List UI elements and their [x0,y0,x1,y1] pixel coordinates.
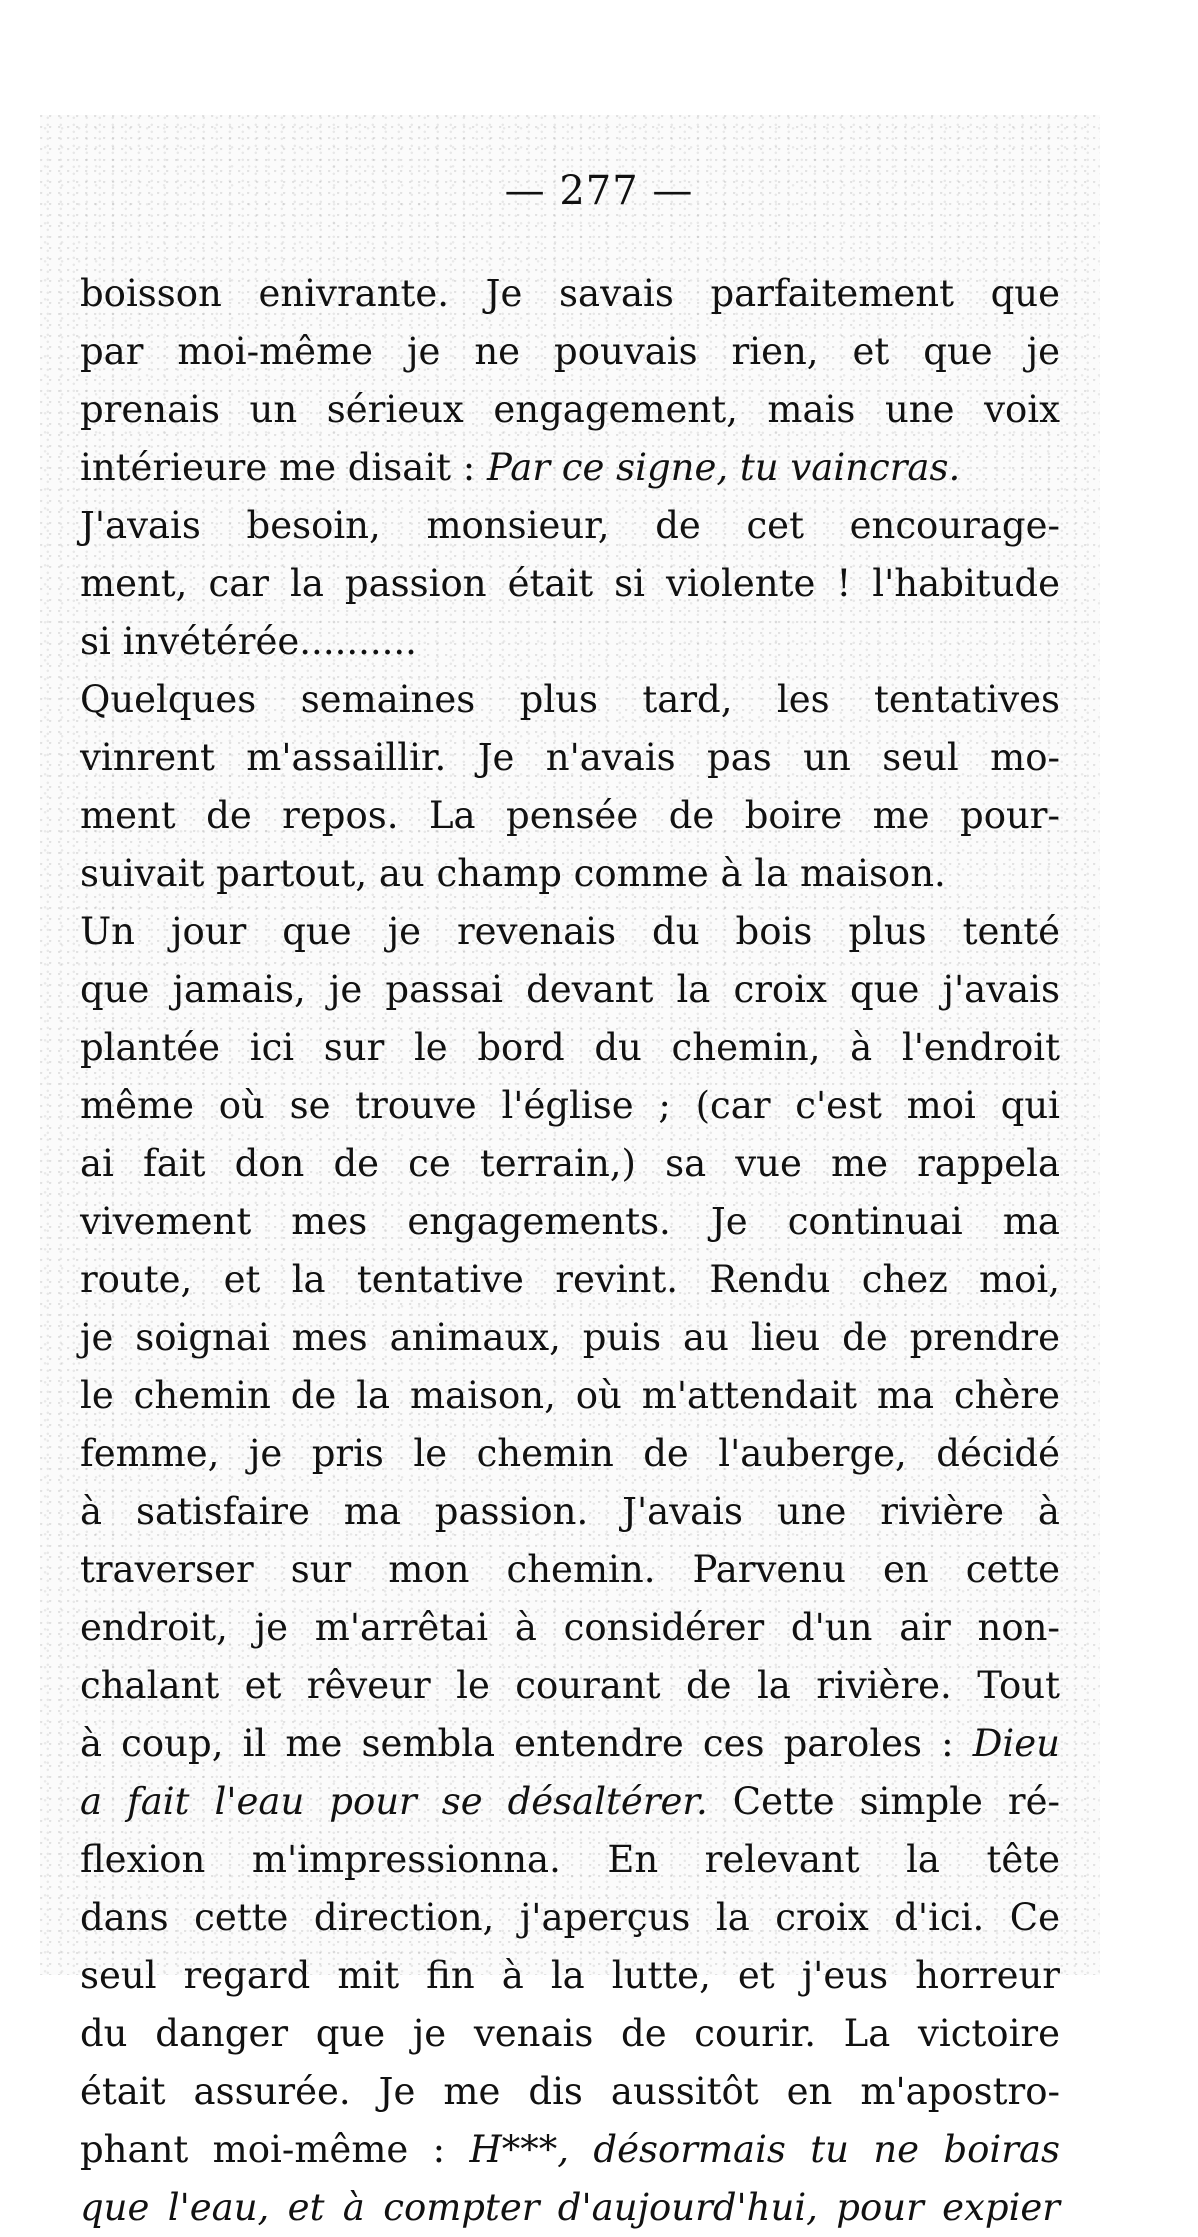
line-text: prenais un sérieux engagement, mais une voix [80,388,1060,431]
text-line [80,497,1060,555]
text-line [80,1773,1060,1831]
line-text: dans cette direction, j'aperçus la croix d'ici. Ce [80,1896,1060,1939]
line-text: le chemin de la maison, où m'attendait ma chère [80,1374,1060,1417]
text-line [80,903,1060,961]
line-text: flexion m'impressionna. En relevant la tête [80,1838,1060,1881]
line-text: du danger que je venais de courir. La victoire [80,2012,1060,2055]
line-text: même où se trouve l'église ; (car c'est moi qui [80,1084,1060,1127]
text-line [80,1425,1060,1483]
text-line [80,1077,1060,1135]
text-line [80,729,1060,787]
text-line [80,1947,1060,2005]
text-line [80,613,1060,671]
text-line [80,1889,1060,1947]
text-line [80,1831,1060,1889]
line-text: à satisfaire ma passion. J'avais une rivière à [80,1490,1060,1533]
line-text: à coup, il me sembla entendre ces paroles : [80,1722,973,1765]
line-text: plantée ici sur le bord du chemin, à l'endroit [80,1026,1060,1069]
text-line [80,2063,1060,2121]
line-text: vinrent m'assaillir. Je n'avais pas un seul mo- [80,736,1060,779]
line-text: je soignai mes animaux, puis au lieu de prendre [80,1316,1060,1359]
italic-text: Par ce signe, tu vaincras. [487,446,961,489]
text-line [80,1715,1060,1773]
text-line [80,381,1060,439]
line-text: Quelques semaines plus tard, les tentatives [80,678,1060,721]
text-line [80,1019,1060,1077]
text-line [80,1309,1060,1367]
text-line [80,1483,1060,1541]
text-line [80,1599,1060,1657]
line-text: boisson enivrante. Je savais parfaitement que [80,272,1060,315]
text-line [80,323,1060,381]
line-text: traverser sur mon chemin. Parvenu en cette [80,1548,1060,1591]
line-text: par moi-même je ne pouvais rien, et que je [80,330,1060,373]
text-line [80,961,1060,1019]
text-line [80,1251,1060,1309]
text-line [80,555,1060,613]
text-line [80,2179,1060,2237]
line-text: chalant et rêveur le courant de la rivière. Tout [80,1664,1060,1707]
page-number: — 277 — [504,168,694,214]
text-line [80,1193,1060,1251]
line-text: route, et la tentative revint. Rendu chez moi, [80,1258,1060,1301]
text-line [80,1541,1060,1599]
line-text: phant moi-même : [80,2128,470,2171]
body-text [80,265,1060,2237]
line-text: que jamais, je passai devant la croix que j'avais [80,968,1060,1011]
italic-text: H***, désormais tu ne boiras [469,2128,1060,2171]
line-text: endroit, je m'arrêtai à considérer d'un air non- [80,1606,1060,1649]
line-text: vivement mes engagements. Je continuai ma [80,1200,1060,1243]
italic-text: que l'eau, et à compter d'aujourd'hui, pour expier [80,2186,1060,2229]
line-text: femme, je pris le chemin de l'auberge, décidé [80,1432,1060,1475]
line-text: Un jour que je revenais du bois plus tenté [80,910,1060,953]
line-text: ai fait don de ce terrain,) sa vue me rappela [80,1142,1060,1185]
italic-text: Dieu [972,1722,1060,1765]
line-text: suivait partout, au champ comme à la maison. [80,852,946,895]
text-line [80,439,1060,497]
line-text: J'avais besoin, monsieur, de cet encourage- [80,504,1060,547]
text-line [80,845,1060,903]
line-text: Cette simple ré- [707,1780,1061,1823]
line-text: seul regard mit fin à la lutte, et j'eus horreur [80,1954,1060,1997]
text-line [80,265,1060,323]
text-line [80,671,1060,729]
text-line [80,1657,1060,1715]
text-line [80,2005,1060,2063]
italic-text: a fait l'eau pour se désaltérer. [80,1780,708,1823]
line-text: ment, car la passion était si violente ! l'habitude [80,562,1060,605]
text-line [80,787,1060,845]
text-line [80,1135,1060,1193]
line-text: si invétérée.......... [80,620,417,663]
text-line [80,2121,1060,2179]
text-line [80,1367,1060,1425]
line-text: intérieure me disait : [80,446,488,489]
line-text: était assurée. Je me dis aussitôt en m'apostro- [80,2070,1060,2113]
line-text: ment de repos. La pensée de boire me pour- [80,794,1060,837]
